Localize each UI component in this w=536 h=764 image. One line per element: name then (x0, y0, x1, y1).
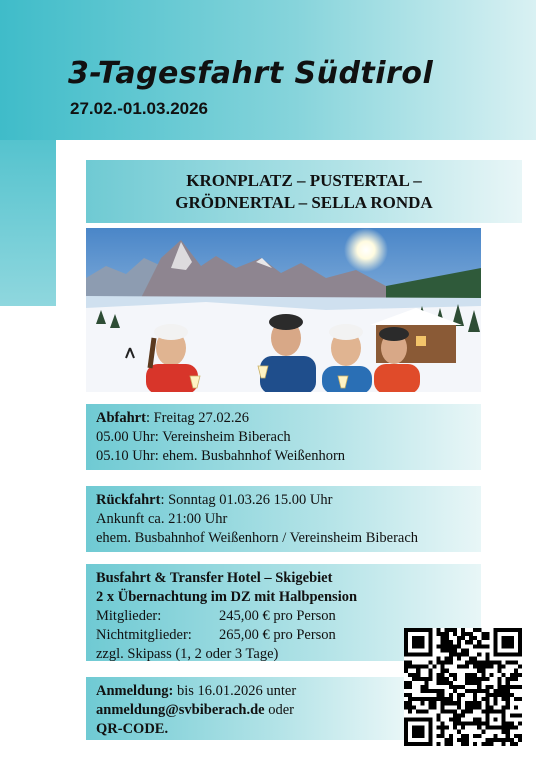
regions-box (86, 160, 522, 223)
abfahrt-label: Abfahrt (96, 410, 146, 426)
price-nonmembers-value: 265,00 € pro Person (219, 627, 336, 643)
regions-line-1: KRONPLATZ – PUSTERTAL – (186, 170, 422, 190)
rueckfahrt-label: Rückfahrt (96, 492, 161, 508)
abfahrt-box (86, 404, 481, 470)
rueckfahrt-location: ehem. Busbahnhof Weißenhorn / Vereinsheim Biberach (96, 530, 419, 546)
left-accent-stripe (0, 140, 56, 306)
ski-group-photo (86, 228, 481, 392)
anmeldung-line-2 (96, 701, 394, 720)
qr-code-graphic (404, 628, 522, 746)
anmeldung-email[interactable]: anmeldung@svbiberach.de (96, 702, 265, 718)
trip-dates: 27.02.-01.03.2026 (70, 99, 209, 118)
price-members-row (96, 607, 471, 626)
anmeldung-box (86, 677, 404, 740)
regions-line-2: GRÖDNERTAL – SELLA RONDA (175, 192, 433, 212)
abfahrt-time-1: 05.00 Uhr: Vereinsheim Biberach (96, 429, 291, 445)
price-members-value: 245,00 € pro Person (219, 608, 336, 624)
page-title: 3-Tagesfahrt Südtirol (68, 56, 434, 91)
rueckfahrt-box (86, 486, 481, 552)
rueckfahrt-arrival: Ankunft ca. 21:00 Uhr (96, 511, 228, 527)
anmeldung-qr-text: QR-CODE. (96, 721, 169, 737)
price-nonmembers-label: Nichtmitglieder: (96, 627, 192, 643)
abfahrt-time-2: 05.10 Uhr: ehem. Busbahnhof Weißenhorn (96, 448, 346, 464)
rueckfahrt-line (96, 491, 471, 510)
anmeldung-deadline: bis 16.01.2026 unter (173, 683, 297, 699)
leistungen-transfer: Busfahrt & Transfer Hotel – Skigebiet (96, 570, 333, 586)
price-members-label: Mitglieder: (96, 608, 162, 624)
abfahrt-line (96, 409, 471, 428)
anmeldung-line-1 (96, 682, 394, 701)
skipass-note: zzgl. Skipass (1, 2 oder 3 Tage) (96, 646, 279, 662)
qr-code-icon[interactable] (404, 628, 522, 746)
abfahrt-date: : Freitag 27.02.26 (145, 410, 250, 426)
rueckfahrt-date: : Sonntag 01.03.26 15.00 Uhr (160, 492, 333, 508)
anmeldung-or: oder (264, 702, 294, 718)
anmeldung-label: Anmeldung: (96, 683, 174, 699)
ski-scene-illustration (86, 228, 481, 392)
leistungen-overnight: 2 x Übernachtung im DZ mit Halbpension (96, 589, 358, 605)
